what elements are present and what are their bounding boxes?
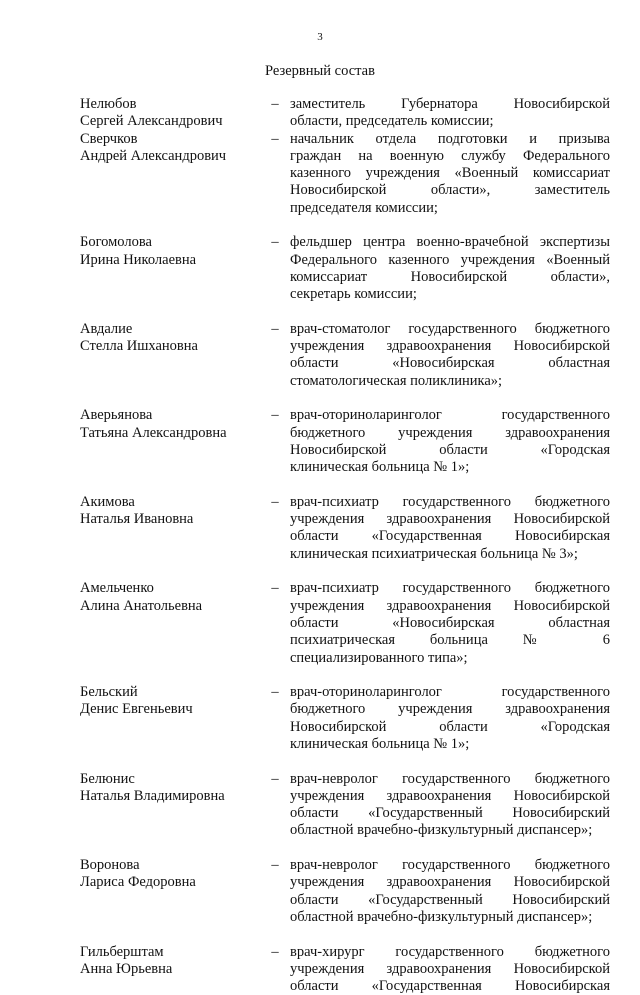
member-entry bbox=[80, 771, 610, 840]
member-name bbox=[80, 407, 260, 442]
member-entry bbox=[80, 684, 610, 753]
member-role bbox=[290, 857, 610, 926]
dash-separator: – bbox=[271, 770, 279, 787]
member-entry bbox=[80, 407, 610, 476]
member-entry bbox=[80, 96, 610, 131]
dash-separator: – bbox=[271, 857, 279, 874]
member-surname: Амельченко bbox=[80, 580, 154, 597]
dash-separator: – bbox=[271, 407, 279, 424]
role-line: Новосибирской области «Городская bbox=[290, 718, 610, 735]
member-surname: Гильберштам bbox=[80, 943, 164, 960]
role-line: врач-невролог государственного бюджетного bbox=[290, 770, 610, 787]
member-given-names: Сергей Александрович bbox=[80, 113, 223, 130]
member-entry bbox=[80, 321, 610, 390]
role-line: казенного учреждения «Военный комиссариат bbox=[290, 165, 610, 182]
member-surname: Акимова bbox=[80, 493, 135, 510]
member-entry bbox=[80, 857, 610, 926]
member-name bbox=[80, 96, 260, 131]
role-line: бюджетного учреждения здравоохранения bbox=[290, 701, 610, 718]
member-given-names: Денис Евгеньевич bbox=[80, 701, 193, 718]
role-line: Новосибирской области «Городская bbox=[290, 441, 610, 458]
member-name bbox=[80, 857, 260, 892]
role-line: врач-оториноларинголог государственного bbox=[290, 684, 610, 701]
role-line: области «Государственная Новосибирская bbox=[290, 978, 610, 995]
role-line: бюджетного учреждения здравоохранения bbox=[290, 424, 610, 441]
role-line: областной врачебно-физкультурный диспансер»; bbox=[290, 822, 593, 839]
section-title: Резервный состав bbox=[265, 63, 375, 79]
member-entry bbox=[80, 944, 610, 995]
role-line: врач-оториноларинголог государственного bbox=[290, 407, 610, 424]
member-role bbox=[290, 684, 610, 753]
role-line: врач-невролог государственного бюджетного bbox=[290, 857, 610, 874]
role-line: области «Государственный Новосибирский bbox=[290, 891, 610, 908]
member-given-names: Наталья Ивановна bbox=[80, 511, 194, 528]
role-line: области «Новосибирская областная bbox=[290, 355, 610, 372]
role-line: клиническая психиатрическая больница № 3»; bbox=[290, 545, 578, 562]
role-line: врач-психиатр государственного бюджетного bbox=[290, 493, 610, 510]
member-given-names: Татьяна Александровна bbox=[80, 424, 227, 441]
member-role bbox=[290, 944, 610, 995]
role-line: области, председатель комиссии; bbox=[290, 113, 494, 130]
member-list bbox=[80, 96, 610, 995]
member-surname: Сверчков bbox=[80, 130, 138, 147]
member-entry bbox=[80, 131, 610, 217]
member-role bbox=[290, 131, 610, 217]
member-surname: Богомолова bbox=[80, 234, 152, 251]
role-line: клиническая больница № 1»; bbox=[290, 735, 470, 752]
role-line: области «Новосибирская областная bbox=[290, 614, 610, 631]
role-line: стоматологическая поликлиника»; bbox=[290, 372, 503, 389]
role-line: секретарь комиссии; bbox=[290, 286, 417, 303]
role-line: врач-хирург государственного бюджетного bbox=[290, 943, 610, 960]
role-line: учреждения здравоохранения Новосибирской bbox=[290, 960, 610, 977]
role-line: Федерального казенного учреждения «Военный bbox=[290, 251, 610, 268]
role-line: учреждения здравоохранения Новосибирской bbox=[290, 511, 610, 528]
role-line: председателя комиссии; bbox=[290, 199, 438, 216]
role-line: фельдшер центра военно-врачебной экспертизы bbox=[290, 234, 610, 251]
role-line: клиническая больница № 1»; bbox=[290, 459, 470, 476]
role-line: областной врачебно-физкультурный диспансер»; bbox=[290, 908, 593, 925]
dash-separator: – bbox=[271, 943, 279, 960]
page-number: 3 bbox=[317, 31, 323, 43]
member-name bbox=[80, 771, 260, 806]
member-entry bbox=[80, 580, 610, 666]
dash-separator: – bbox=[271, 580, 279, 597]
member-name bbox=[80, 321, 260, 356]
dash-separator: – bbox=[271, 684, 279, 701]
member-given-names: Наталья Владимировна bbox=[80, 787, 225, 804]
member-given-names: Алина Анатольевна bbox=[80, 597, 203, 614]
member-role bbox=[290, 234, 610, 303]
member-surname: Авдалие bbox=[80, 320, 133, 337]
member-given-names: Андрей Александрович bbox=[80, 147, 227, 164]
member-role bbox=[290, 407, 610, 476]
member-role bbox=[290, 771, 610, 840]
member-name bbox=[80, 494, 260, 529]
member-name bbox=[80, 944, 260, 979]
member-surname: Нелюбов bbox=[80, 96, 137, 112]
role-line: области «Государственный Новосибирский bbox=[290, 805, 610, 822]
member-given-names: Стелла Ишхановна bbox=[80, 338, 198, 355]
role-line: психиатрическая больница № 6 bbox=[290, 632, 610, 649]
member-given-names: Лариса Федоровна bbox=[80, 874, 196, 891]
role-line: начальник отдела подготовки и призыва bbox=[290, 130, 610, 147]
role-line: врач-стоматолог государственного бюджетного bbox=[290, 320, 610, 337]
role-line: учреждения здравоохранения Новосибирской bbox=[290, 597, 610, 614]
member-name bbox=[80, 234, 260, 269]
dash-separator: – bbox=[271, 234, 279, 251]
dash-separator: – bbox=[271, 320, 279, 337]
role-line: Новосибирской области», заместитель bbox=[290, 182, 610, 199]
member-surname: Белюнис bbox=[80, 770, 135, 787]
member-role bbox=[290, 580, 610, 666]
member-surname: Бельский bbox=[80, 684, 138, 701]
member-name bbox=[80, 131, 260, 166]
member-entry bbox=[80, 234, 610, 303]
role-line: заместитель Губернатора Новосибирской bbox=[290, 96, 610, 112]
member-name bbox=[80, 580, 260, 615]
dash-separator: – bbox=[271, 130, 279, 147]
member-role bbox=[290, 96, 610, 131]
member-surname: Воронова bbox=[80, 857, 140, 874]
role-line: области «Государственная Новосибирская bbox=[290, 528, 610, 545]
member-given-names: Анна Юрьевна bbox=[80, 960, 173, 977]
role-line: врач-психиатр государственного бюджетного bbox=[290, 580, 610, 597]
role-line: граждан на военную службу Федерального bbox=[290, 147, 610, 164]
member-role bbox=[290, 321, 610, 390]
role-line: учреждения здравоохранения Новосибирской bbox=[290, 874, 610, 891]
role-line: специализированного типа»; bbox=[290, 649, 468, 666]
member-entry bbox=[80, 494, 610, 563]
member-surname: Аверьянова bbox=[80, 407, 153, 424]
member-role bbox=[290, 494, 610, 563]
member-given-names: Ирина Николаевна bbox=[80, 251, 197, 268]
dash-separator: – bbox=[271, 96, 279, 112]
dash-separator: – bbox=[271, 493, 279, 510]
member-name bbox=[80, 684, 260, 719]
role-line: учреждения здравоохранения Новосибирской bbox=[290, 338, 610, 355]
role-line: комиссариат Новосибирской области», bbox=[290, 268, 610, 285]
role-line: учреждения здравоохранения Новосибирской bbox=[290, 787, 610, 804]
